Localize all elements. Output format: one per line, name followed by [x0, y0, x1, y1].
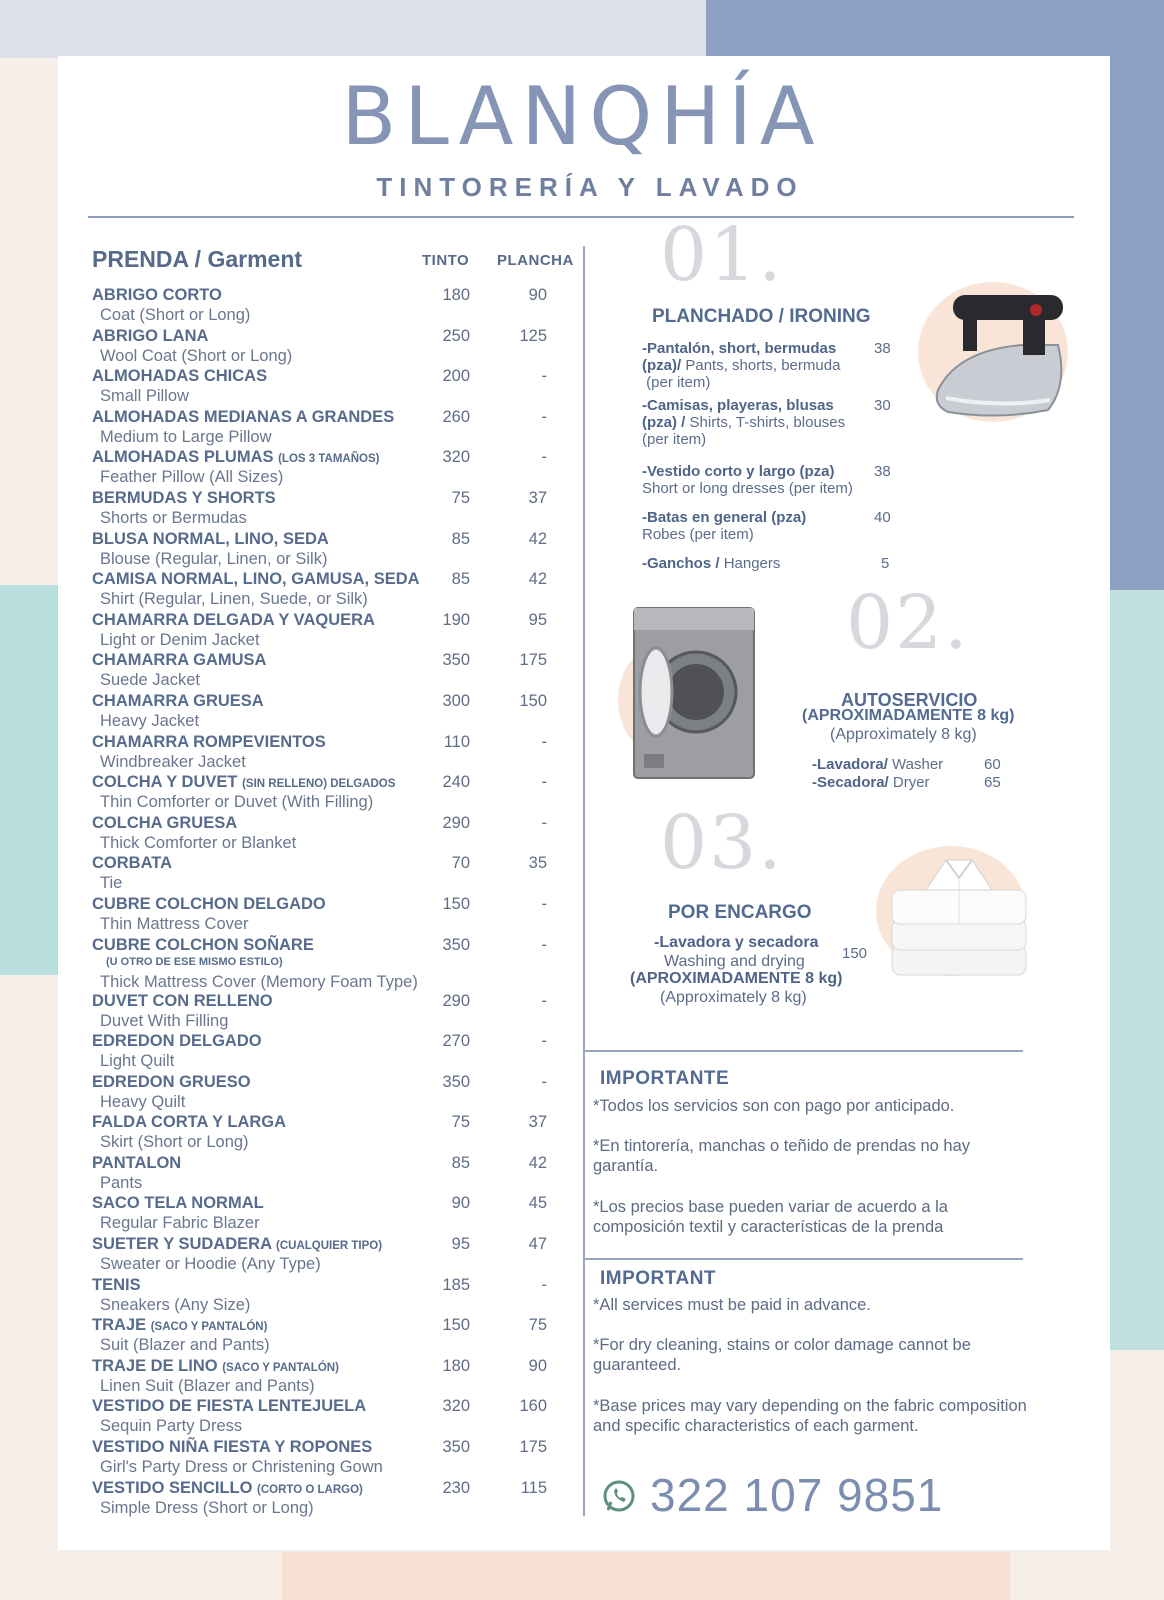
- price-row: [92, 1438, 572, 1479]
- price-plancha: -: [541, 935, 547, 954]
- ironing-price-hangers: 5: [881, 555, 890, 572]
- price-plancha: 125: [519, 326, 547, 345]
- garment-name-en: Heavy Jacket: [100, 711, 200, 730]
- price-tinto: 180: [442, 1356, 470, 1375]
- price-plancha: -: [541, 448, 547, 467]
- garment-name-en: Sweater or Hoodie (Any Type): [100, 1255, 321, 1274]
- section-number-01: 01.: [660, 212, 784, 298]
- price-tinto: 85: [451, 1153, 470, 1172]
- price-row: [92, 936, 572, 992]
- garment-name-en: Light Quilt: [100, 1052, 175, 1071]
- price-row: [92, 651, 572, 692]
- price-tinto: 150: [442, 1316, 470, 1335]
- price-plancha: -: [541, 1275, 547, 1294]
- price-row: [92, 367, 572, 408]
- price-tinto: 300: [442, 691, 470, 710]
- important-divider: [583, 1258, 1023, 1260]
- garment-name-en: Linen Suit (Blazer and Pants): [100, 1376, 315, 1395]
- whatsapp-icon: [602, 1480, 636, 1514]
- header-garment: PRENDA / Garment: [92, 246, 303, 272]
- garment-name-en: Wool Coat (Short or Long): [100, 346, 293, 365]
- important-p1: *All services must be paid in advance.: [593, 1296, 871, 1314]
- order-title: POR ENCARGO: [668, 902, 812, 923]
- background-teal-right: [1104, 590, 1164, 1350]
- garment-name-en: Heavy Quilt: [100, 1092, 186, 1111]
- price-tinto: 290: [442, 813, 470, 832]
- price-plancha: -: [541, 1032, 547, 1051]
- order-line1: -Lavadora y secadora: [654, 934, 819, 951]
- garment-name-en: Medium to Large Pillow: [100, 427, 272, 446]
- ironing-item-robes: -Batas en general (pza) Robes (per item): [642, 509, 807, 543]
- selfservice-washer: -Lavadora/ Washer: [812, 756, 944, 773]
- price-row: [92, 1235, 572, 1276]
- washer-image: [630, 604, 760, 782]
- price-row: [92, 733, 572, 774]
- price-row: [92, 530, 572, 571]
- price-tinto: 240: [442, 773, 470, 792]
- garment-note: (CUALQUIER TIPO): [276, 1240, 383, 1253]
- price-plancha: 75: [528, 1316, 547, 1335]
- selfservice-subtitle-en: (Approximately 8 kg): [830, 726, 977, 743]
- price-row: [92, 327, 572, 368]
- price-tinto: 320: [442, 1397, 470, 1416]
- background-teal-left: [0, 585, 60, 975]
- garment-name-es: DUVET CON RELLENO: [92, 991, 273, 1010]
- ironing-item-dresses: -Vestido corto y largo (pza) Short or long dresses (per item): [642, 463, 853, 497]
- garment-name-es: CAMISA NORMAL, LINO, GAMUSA, SEDA: [92, 570, 420, 589]
- price-plancha: 35: [528, 854, 547, 873]
- price-row: [92, 895, 572, 936]
- garment-name-en: Blouse (Regular, Linen, or Silk): [100, 549, 328, 568]
- background-peach-bottom: [282, 1552, 1010, 1600]
- section-number-02: 02.: [846, 580, 970, 666]
- price-row: [92, 1316, 572, 1357]
- garment-name-es: CHAMARRA GRUESA: [92, 691, 264, 710]
- price-row: [92, 448, 572, 489]
- price-tinto: 190: [442, 610, 470, 629]
- price-plancha: 160: [519, 1397, 547, 1416]
- ironing-item-shirts: -Camisas, playeras, blusas (pza) / Shirts, T-shirts, blouses (per item): [642, 397, 846, 448]
- price-plancha: -: [541, 813, 547, 832]
- price-plancha: 175: [519, 651, 547, 670]
- garment-name-es: BLUSA NORMAL, LINO, SEDA: [92, 529, 329, 548]
- price-plancha: 90: [528, 1356, 547, 1375]
- garment-name-es: CHAMARRA GAMUSA: [92, 651, 267, 670]
- garment-name-es: VESTIDO DE FIESTA LENTEJUELA: [92, 1397, 367, 1416]
- garment-note: (LOS 3 TAMAÑOS): [278, 453, 380, 466]
- price-row: [92, 570, 572, 611]
- price-tinto: 350: [442, 1072, 470, 1091]
- ironing-price-shirts: 30: [874, 397, 891, 414]
- price-tinto: 70: [451, 854, 470, 873]
- garment-name-es: PANTALON: [92, 1153, 182, 1172]
- garment-name-en: Simple Dress (Short or Long): [100, 1498, 314, 1517]
- price-row: [92, 1479, 572, 1520]
- garment-name-es: BERMUDAS Y SHORTS: [92, 488, 276, 507]
- garment-note: (SACO Y PANTALÓN): [150, 1321, 268, 1334]
- price-row: [92, 489, 572, 530]
- section-number-03: 03.: [660, 800, 784, 886]
- garment-name-es: TRAJE (SACO Y PANTALÓN): [92, 1316, 268, 1335]
- header-tinto: TINTO: [422, 252, 470, 269]
- garment-note: (CORTO O LARGO): [257, 1483, 363, 1496]
- price-plancha: 42: [528, 529, 547, 548]
- garment-name-es: CUBRE COLCHON DELGADO: [92, 894, 326, 913]
- price-tinto: 85: [451, 529, 470, 548]
- price-plancha: 42: [528, 570, 547, 589]
- garment-name-en: Thin Mattress Cover: [100, 914, 249, 933]
- garment-name-en: Sneakers (Any Size): [100, 1295, 251, 1314]
- garment-note: (SIN RELLENO) DELGADOS: [242, 778, 396, 791]
- price-plancha: 47: [528, 1235, 547, 1254]
- important-title: IMPORTANT: [600, 1268, 717, 1289]
- background-gray-band: [0, 0, 708, 58]
- price-plancha: 115: [520, 1478, 547, 1497]
- garment-name-es: TRAJE DE LINO (SACO Y PANTALÓN): [92, 1356, 339, 1375]
- price-row: [92, 1357, 572, 1398]
- garment-name-en: Small Pillow: [100, 387, 189, 406]
- price-tinto: 350: [442, 1438, 470, 1457]
- garment-name-en: Thick Mattress Cover (Memory Foam Type): [100, 972, 418, 991]
- price-row: [92, 286, 572, 327]
- selfservice-subtitle: (APROXIMADAMENTE 8 kg): [802, 707, 1015, 724]
- garment-name-en: Suit (Blazer and Pants): [100, 1336, 270, 1355]
- ironing-item-pants: -Pantalón, short, bermudas (pza)/ Pants, shorts, bermuda (per item): [642, 340, 841, 391]
- price-tinto: 75: [451, 488, 470, 507]
- price-row: [92, 692, 572, 733]
- importante-p2: *En tintorería, manchas o teñido de prendas no hay garantía.: [593, 1137, 970, 1175]
- ironing-title: PLANCHADO / IRONING: [652, 306, 871, 327]
- ironing-item-hangers: -Ganchos / Hangers: [642, 555, 781, 572]
- price-list: [92, 286, 572, 1519]
- garment-name-en: Skirt (Short or Long): [100, 1133, 249, 1152]
- price-row: [92, 1073, 572, 1114]
- price-row: [92, 1032, 572, 1073]
- price-plancha: 150: [519, 691, 547, 710]
- selfservice-title: AUTOSERVICIO: [841, 690, 978, 710]
- garment-note: (SACO Y PANTALÓN): [222, 1361, 339, 1374]
- price-tinto: 320: [442, 448, 470, 467]
- garment-name-es: EDREDON DELGADO: [92, 1032, 262, 1051]
- importante-p1: *Todos los servicios son con pago por anticipado.: [593, 1097, 955, 1115]
- garment-name-es: CUBRE COLCHON SOÑARE: [92, 935, 314, 954]
- order-line3: (APROXIMADAMENTE 8 kg): [630, 970, 843, 987]
- garment-name-es: COLCHA GRUESA: [92, 813, 238, 832]
- price-tinto: 260: [442, 407, 470, 426]
- price-tinto: 95: [451, 1235, 470, 1254]
- price-row: [92, 854, 572, 895]
- price-tinto: 200: [442, 367, 470, 386]
- price-row: [92, 1154, 572, 1195]
- importante-p3: *Los precios base pueden variar de acuerdo a la composición textil y características de la prenda: [593, 1198, 948, 1236]
- price-plancha: -: [541, 407, 547, 426]
- garment-name-en: Coat (Short or Long): [100, 306, 251, 324]
- price-row: [92, 773, 572, 814]
- importante-title: IMPORTANTE: [600, 1068, 730, 1089]
- order-line4: (Approximately 8 kg): [660, 989, 807, 1006]
- phone-number[interactable]: 322 107 9851: [650, 1469, 944, 1521]
- ironing-price-robes: 40: [874, 509, 891, 526]
- garment-name-en: Duvet With Filling: [100, 1011, 229, 1030]
- important-p2: *For dry cleaning, stains or color damage cannot be guaranteed.: [593, 1336, 971, 1374]
- brand-logo: BLANQHÍA: [341, 70, 823, 163]
- garment-name-en: Shirt (Regular, Linen, Suede, or Silk): [100, 590, 368, 609]
- price-plancha: -: [541, 367, 547, 386]
- garment-name-en: Thin Comforter or Duvet (With Filling): [100, 793, 374, 812]
- washer-price: 60: [984, 756, 1001, 773]
- ironing-price-dresses: 38: [874, 463, 891, 480]
- price-plancha: -: [541, 894, 547, 913]
- price-tinto: 75: [451, 1113, 470, 1132]
- price-tinto: 270: [442, 1032, 470, 1051]
- price-tinto: 230: [442, 1478, 470, 1497]
- garment-name-es: ALMOHADAS CHICAS: [92, 367, 268, 386]
- garment-name-en: Shorts or Bermudas: [100, 508, 247, 527]
- iron-image: [928, 290, 1076, 430]
- garment-name-es: COLCHA Y DUVET (SIN RELLENO) DELGADOS: [92, 773, 396, 792]
- price-plancha: 37: [528, 488, 547, 507]
- importante-divider: [583, 1050, 1023, 1052]
- order-line2: Washing and drying: [664, 953, 805, 970]
- garment-name-es: SUETER Y SUDADERA (CUALQUIER TIPO): [92, 1235, 383, 1254]
- price-row: [92, 1276, 572, 1317]
- price-tinto: 185: [442, 1275, 470, 1294]
- price-plancha: 37: [528, 1113, 547, 1132]
- price-plancha: 42: [528, 1153, 547, 1172]
- garment-name-es: ABRIGO LANA: [92, 326, 209, 345]
- column-divider: [583, 246, 585, 1516]
- price-tinto: 90: [451, 1194, 470, 1213]
- price-row: [92, 814, 572, 855]
- garment-subnote: (U OTRO DE ESE MISMO ESTILO): [106, 955, 283, 968]
- garment-name-en: Tie: [100, 874, 123, 893]
- price-row: [92, 611, 572, 652]
- garment-name-es: FALDA CORTA Y LARGA: [92, 1113, 287, 1132]
- dryer-price: 65: [984, 774, 1001, 791]
- brand-tagline: TINTORERÍA Y LAVADO: [376, 172, 804, 202]
- header-plancha: PLANCHA: [497, 252, 574, 269]
- price-tinto: 110: [443, 732, 470, 751]
- price-tinto: 290: [442, 991, 470, 1010]
- garment-name-es: VESTIDO NIÑA FIESTA Y ROPONES: [92, 1438, 373, 1457]
- price-row: [92, 1113, 572, 1154]
- price-row: [92, 992, 572, 1033]
- price-tinto: 85: [451, 570, 470, 589]
- garment-name-en: Suede Jacket: [100, 671, 200, 690]
- price-plancha: -: [541, 1072, 547, 1091]
- garment-name-es: CHAMARRA ROMPEVIENTOS: [92, 732, 326, 751]
- garment-name-es: TENIS: [92, 1275, 141, 1294]
- garment-name-es: ALMOHADAS MEDIANAS A GRANDES: [92, 407, 395, 426]
- garment-name-en: Feather Pillow (All Sizes): [100, 468, 284, 487]
- garment-name-en: Thick Comforter or Blanket: [100, 833, 297, 852]
- garment-name-en: Girl's Party Dress or Christening Gown: [100, 1458, 383, 1477]
- price-plancha: -: [541, 773, 547, 792]
- price-row: [92, 1397, 572, 1438]
- selfservice-dryer: -Secadora/ Dryer: [812, 774, 930, 791]
- garment-name-es: CHAMARRA DELGADA Y VAQUERA: [92, 610, 375, 629]
- price-plancha: -: [541, 991, 547, 1010]
- garment-name-en: Pants: [100, 1173, 143, 1192]
- order-price: 150: [842, 945, 868, 962]
- ironing-price-pants: 38: [874, 340, 891, 357]
- price-tinto: 350: [442, 651, 470, 670]
- garment-name-es: EDREDON GRUESO: [92, 1072, 251, 1091]
- price-tinto: 250: [442, 326, 470, 345]
- price-row: [92, 408, 572, 449]
- garment-name-en: Sequin Party Dress: [100, 1417, 243, 1436]
- important-p3: *Base prices may vary depending on the fabric composition and specific characteristics of each garment.: [593, 1397, 1027, 1435]
- price-plancha: -: [541, 732, 547, 751]
- price-tinto: 180: [442, 286, 470, 304]
- price-plancha: 175: [519, 1438, 547, 1457]
- garment-name-en: Regular Fabric Blazer: [100, 1214, 260, 1233]
- garment-name-en: Windbreaker Jacket: [100, 752, 246, 771]
- garment-name-en: Light or Denim Jacket: [100, 630, 260, 649]
- price-row: [92, 1194, 572, 1235]
- price-plancha: 45: [528, 1194, 547, 1213]
- folded-shirts-image: [886, 850, 1032, 990]
- header-divider: [88, 216, 1074, 218]
- garment-name-es: CORBATA: [92, 854, 173, 873]
- garment-name-es: ABRIGO CORTO: [92, 286, 222, 304]
- price-plancha: 95: [528, 610, 547, 629]
- price-tinto: 150: [442, 894, 470, 913]
- price-tinto: 350: [442, 935, 470, 954]
- garment-name-es: ALMOHADAS PLUMAS (LOS 3 TAMAÑOS): [92, 448, 380, 467]
- price-plancha: 90: [528, 286, 547, 304]
- garment-name-es: VESTIDO SENCILLO (CORTO O LARGO): [92, 1478, 363, 1497]
- garment-name-es: SACO TELA NORMAL: [92, 1194, 264, 1213]
